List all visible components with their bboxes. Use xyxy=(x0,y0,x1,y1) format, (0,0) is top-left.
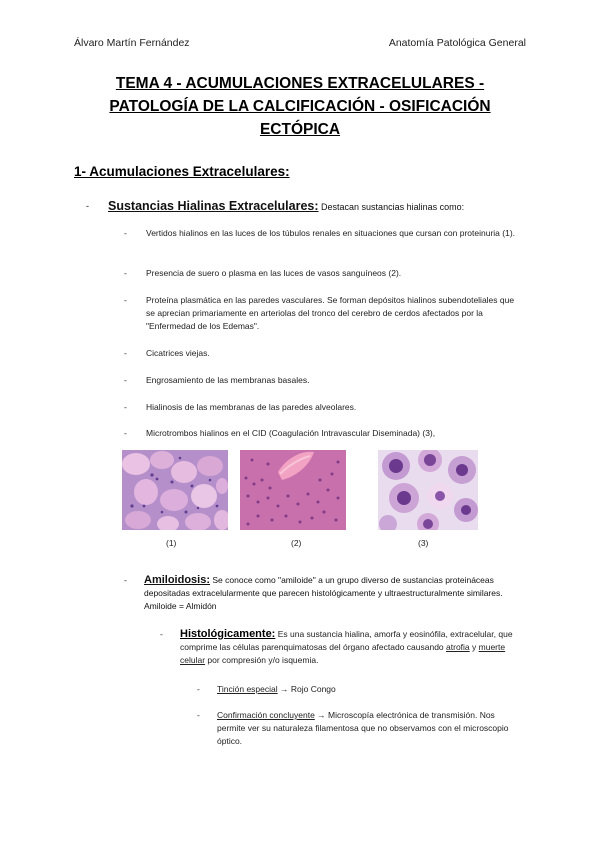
histologicamente-text-a: Es una sustancia hialina, amorfa y eosinófila, extracelular, que comprime las células parenquimatosas del órgano afectado causando xyxy=(180,629,513,652)
bullet-dash: - xyxy=(197,710,200,720)
list-item-text: Engrosamiento de las membranas basales. xyxy=(146,375,310,385)
amiloidosis-text: Se conoce como "amiloide" a un grupo diverso de sustancias proteináceas depositadas extracelularmente que parecen histológicamente y ultraestructuralmente similares. Amiloide = Almidón xyxy=(144,575,503,611)
page-title xyxy=(60,72,540,141)
histology-image-microthrombi xyxy=(378,450,478,530)
list-item-text: Proteína plasmática en las paredes vasculares. Se forman depósitos hialinos subendoteliales que se aprecian primariamente en arteriolas del tronco del cerebro de cerdos afectados por la "Enfermedad de los Edemas". xyxy=(146,295,515,331)
bullet-dash: - xyxy=(124,575,127,585)
muerte-celular-term: muerte celular xyxy=(180,642,506,665)
list-item-text: Hialinosis de las membranas de las paredes alveolares. xyxy=(146,402,357,412)
tincion-value: Rojo Congo xyxy=(290,684,336,694)
confirmacion-label: Confirmación concluyente xyxy=(217,710,315,720)
list-item-text: Presencia de suero o plasma en las luces de vasos sanguíneos (2). xyxy=(146,268,402,278)
confirmacion-value: Microscopía electrónica de transmisión. Nos permite ver su naturaleza filamentosa que no observamos con el microscopio óptico. xyxy=(217,710,509,746)
bullet-dash: - xyxy=(197,684,200,694)
tincion-label: Tinción especial xyxy=(217,684,278,694)
title-line-1: TEMA 4 - ACUMULACIONES EXTRACELULARES - xyxy=(115,75,485,92)
title-line-2: PATOLOGÍA DE LA CALCIFICACIÓN - OSIFICACIÓN xyxy=(109,98,491,115)
bullet-dash: - xyxy=(160,629,163,639)
histologicamente-text-b: por compresión y/o isquemia. xyxy=(205,655,319,665)
list-item-text: Cicatrices viejas. xyxy=(146,348,210,358)
header-author: Álvaro Martín Fernández xyxy=(74,37,190,49)
title-line-3: ECTÓPICA xyxy=(259,121,341,138)
header-subject: Anatomía Patológica General xyxy=(388,37,526,49)
bullet-dash: - xyxy=(124,228,127,238)
amiloidosis-heading: Amiloidosis: xyxy=(144,574,211,586)
bullet-dash: - xyxy=(124,348,127,358)
list-item-text: Vertidos hialinos en las luces de los túbulos renales en situaciones que cursan con proteinuria (1). xyxy=(146,228,516,238)
figure-caption-3: (3) xyxy=(418,538,429,548)
histology-image-vessel xyxy=(240,450,346,530)
bullet-dash: - xyxy=(124,402,127,412)
figure-caption-1: (1) xyxy=(166,538,177,548)
section-heading: 1- Acumulaciones Extracelulares: xyxy=(74,164,290,179)
hialinas-intro: Destacan sustancias hialinas como: xyxy=(318,202,465,212)
arrow: → xyxy=(314,710,329,720)
bullet-dash: - xyxy=(124,428,127,438)
histologicamente-heading: Histológicamente: xyxy=(180,628,276,640)
bullet-dash: - xyxy=(124,268,127,278)
atrofia-term: atrofia xyxy=(446,642,470,652)
bullet-dash: - xyxy=(124,295,127,305)
page-header xyxy=(74,37,526,51)
figure-caption-2: (2) xyxy=(291,538,302,548)
bullet-dash: - xyxy=(86,201,89,211)
bullet-dash: - xyxy=(124,375,127,385)
list-item-text: Microtrombos hialinos en el CID (Coagulación Intravascular Diseminada) (3), xyxy=(146,428,436,438)
hialinas-heading: Sustancias Hialinas Extracelulares: xyxy=(108,199,319,213)
conjunction: y xyxy=(469,642,479,652)
arrow: → xyxy=(277,684,291,694)
histology-image-kidney xyxy=(122,450,228,530)
